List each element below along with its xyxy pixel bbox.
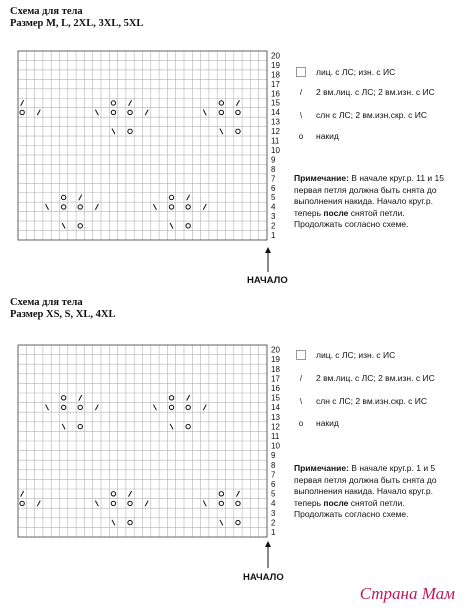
chart1-row-number: 19 (271, 60, 280, 70)
k2tog-symbol (145, 501, 148, 507)
yarn-over-symbol (169, 405, 173, 409)
chart1-row-number: 13 (271, 117, 280, 127)
chart1-row-number: 9 (271, 155, 276, 165)
yarn-over-symbol (78, 424, 82, 428)
chart1-row-number: 8 (271, 164, 276, 174)
yarn-over-symbol (128, 501, 132, 505)
chart1-row-number: 14 (271, 108, 280, 118)
yarn-over-symbol (128, 520, 132, 524)
ssk-symbol (153, 405, 156, 411)
chart2-row-number: 19 (271, 355, 280, 365)
chart2-legend-item-k2tog (296, 373, 435, 383)
yarn-over-symbol (61, 396, 65, 400)
yarn-over-symbol (236, 520, 240, 524)
chart2-row-number: 2 (271, 518, 276, 528)
chart2-row-number: 10 (271, 441, 280, 451)
k2tog-symbol (79, 395, 82, 401)
watermark-logo: Страна Мам (359, 584, 455, 603)
chart1-row-number: 6 (271, 183, 276, 193)
chart1-row-number: 3 (271, 212, 276, 222)
ssk-symbol (62, 424, 65, 430)
chart2-row-number: 8 (271, 460, 276, 470)
chart2-legend-text: слн с ЛС; 2 вм.изн.скр. с ИС (316, 396, 428, 406)
chart1-legend-text: лиц. с ЛС; изн. с ИС (316, 67, 396, 77)
empty-square-icon (296, 350, 306, 360)
chart1-row-number: 18 (271, 70, 280, 80)
chart2-legend-item-ssk (296, 396, 427, 406)
k2tog-symbol (203, 405, 206, 411)
chart2-row-number: 13 (271, 412, 280, 422)
chart2-note-label: Примечание: (294, 463, 349, 473)
yarn-over-symbol (169, 396, 173, 400)
chart2-note-bold: после (323, 497, 349, 508)
chart1-note-bold: после (323, 207, 349, 218)
chart2-row-number: 11 (271, 432, 280, 441)
chart2-legend-text: 2 вм.лиц. с ЛС; 2 вм.изн. с ИС (316, 373, 435, 383)
chart2-row-number: 5 (271, 489, 276, 499)
chart2-row-number: 1 (271, 528, 276, 537)
chart2-row-number: 16 (271, 384, 280, 393)
chart1-legend-text: 2 вм.лиц. с ЛС; 2 вм.изн. с ИС (316, 87, 435, 97)
chart1-row-number: 10 (271, 145, 280, 155)
ssk-symbol (95, 501, 98, 507)
chart1-note-text-a: В начале круг.р. 11 и 15 первая петля должна быть снята до выполнения накида. Начало круг.р. теперь (294, 173, 444, 218)
yarn-over-symbol (78, 405, 82, 409)
chart2-legend-text: накид (316, 418, 339, 428)
backslash-icon: \ (299, 396, 303, 406)
chart1-row-number: 17 (271, 79, 280, 89)
backslash-icon: \ (299, 110, 303, 120)
chart1-row-number: 4 (271, 202, 276, 212)
chart1-note-text-b: снятой петли. Продолжать согласно схеме. (294, 207, 409, 229)
chart1-legend-text: накид (316, 131, 339, 141)
ssk-symbol (46, 405, 49, 411)
chart1-legend-text: слн с ЛС; 2 вм.изн.скр. с ИС (316, 110, 428, 120)
circle-icon: o (298, 131, 304, 141)
slash-icon: / (299, 373, 303, 383)
chart2-row-number: 18 (271, 364, 280, 374)
chart2-row-number: 17 (271, 374, 280, 384)
yarn-over-symbol (111, 492, 115, 496)
chart2-row-number: 6 (271, 480, 276, 489)
chart2-note-text-a: В начале круг.р. 1 и 5 первая петля должна быть снята до выполнения накида. Начало круг.р. теперь (294, 463, 437, 508)
chart1-row-number: 7 (271, 174, 276, 184)
ssk-symbol (170, 424, 173, 430)
yarn-over-symbol (20, 501, 24, 505)
chart1-row-number: 11 (271, 136, 280, 146)
chart2-legend-item-yo (296, 418, 339, 428)
yarn-over-symbol (219, 501, 223, 505)
chart1-start-label: НАЧАЛО (247, 275, 288, 286)
chart2-row-number: 9 (271, 451, 276, 461)
yarn-over-symbol (111, 501, 115, 505)
chart2-note (294, 463, 454, 521)
chart2-start-label: НАЧАЛО (243, 572, 284, 583)
yarn-over-symbol (186, 405, 190, 409)
chart2-row-number: 14 (271, 403, 280, 413)
circle-icon: o (298, 418, 304, 428)
chart2-note-text-b: снятой петли. Продолжать согласно схеме. (294, 497, 409, 519)
chart1-title-line2: Размер M, L, 2XL, 3XL, 5XL (10, 18, 144, 29)
chart2-title-line1: Схема для тела (10, 297, 83, 308)
chart1-note-label: Примечание: (294, 173, 349, 183)
yarn-over-symbol (236, 501, 240, 505)
chart2-row-number: 7 (271, 470, 276, 480)
chart1-row-number: 20 (271, 51, 280, 61)
k2tog-symbol (37, 501, 40, 507)
ssk-symbol (112, 520, 115, 526)
chart1-title-line1: Схема для тела (10, 6, 83, 17)
chart1-row-number: 12 (271, 127, 280, 137)
chart2-row-number: 4 (271, 499, 276, 509)
chart1-row-number: 16 (271, 89, 280, 99)
k2tog-symbol (236, 491, 239, 497)
k2tog-symbol (129, 491, 132, 497)
chart2-row-number: 20 (271, 345, 280, 355)
chart2-legend-text: лиц. с ЛС; изн. с ИС (316, 350, 396, 360)
chart2-row-number: 3 (271, 508, 276, 518)
yarn-over-symbol (61, 405, 65, 409)
yarn-over-symbol (219, 492, 223, 496)
chart2-start-arrow-head (265, 541, 271, 547)
ssk-symbol (203, 501, 206, 507)
slash-icon: / (299, 87, 303, 97)
chart2-row-number: 15 (271, 393, 280, 403)
k2tog-symbol (187, 395, 190, 401)
chart1-row-number: 15 (271, 98, 280, 108)
chart1-row-number: 1 (271, 231, 276, 240)
chart1-row-number: 2 (271, 221, 276, 231)
k2tog-symbol (21, 491, 24, 497)
k2tog-symbol (95, 405, 98, 411)
chart2-title-line2: Размер XS, S, XL, 4XL (10, 309, 116, 320)
yarn-over-symbol (186, 424, 190, 428)
ssk-symbol (220, 520, 223, 526)
chart2-row-number: 12 (271, 422, 280, 432)
chart1-row-number: 5 (271, 193, 276, 203)
chart2-legend-item-knit (296, 350, 395, 360)
